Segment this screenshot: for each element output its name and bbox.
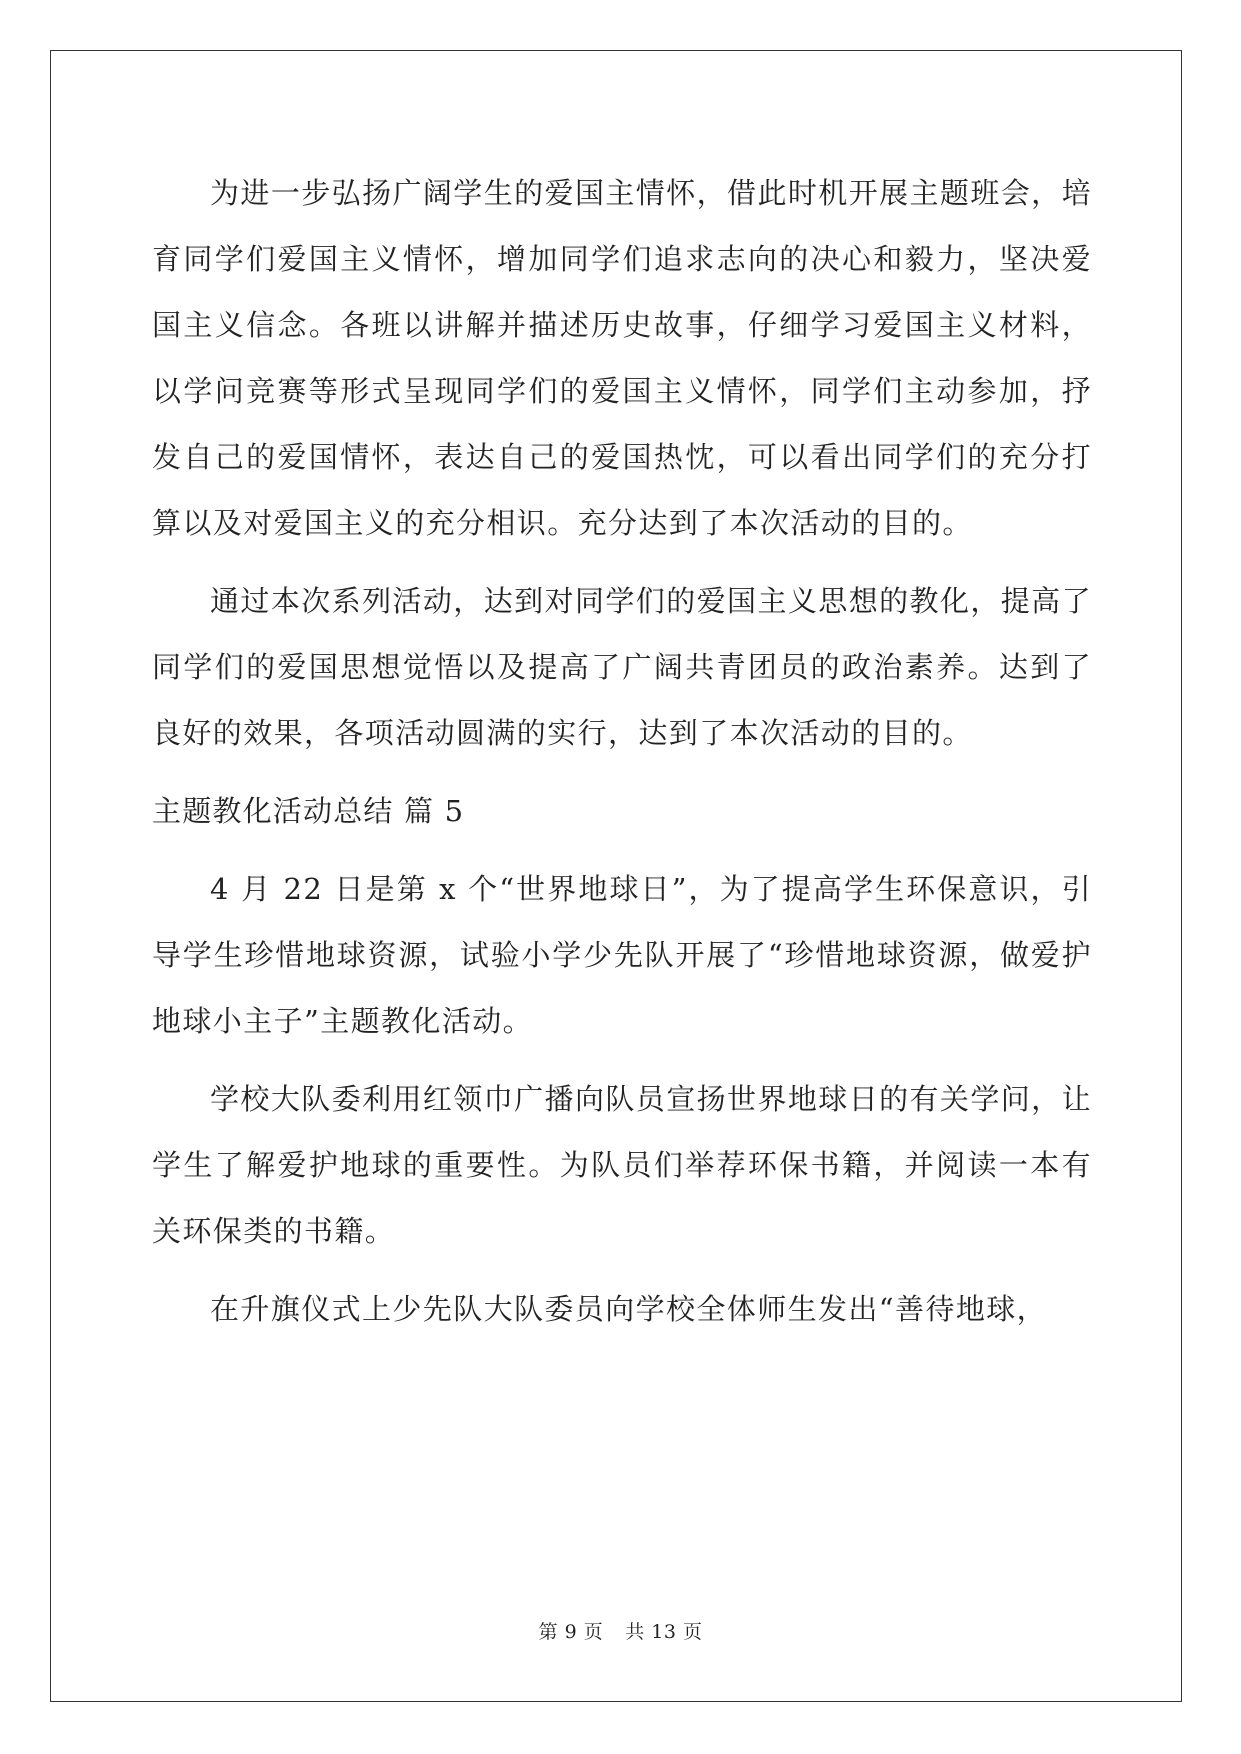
document-body bbox=[152, 160, 1092, 1354]
paragraph-4: 学校大队委利用红领巾广播向队员宣扬世界地球日的有关学问，让学生了解爱护地球的重要性。为队员们举荐环保书籍，并阅读一本有关环保类的书籍。 bbox=[152, 1082, 1092, 1248]
section-heading: 主题教化活动总结 篇 5 bbox=[152, 794, 465, 828]
page-number: 第 9 页 bbox=[538, 1621, 604, 1643]
page-footer bbox=[0, 1617, 1241, 1644]
paragraph-5: 在升旗仪式上少先队大队委员向学校全体师生发出“善待地球， bbox=[210, 1292, 1048, 1326]
paragraph-2: 通过本次系列活动，达到对同学们的爱国主义思想的教化，提高了同学们的爱国思想觉悟以及提高了广阔共青团员的政治素养。达到了良好的效果，各项活动圆满的实行，达到了本次活动的目的。 bbox=[152, 584, 1092, 750]
paragraph-3: 4 月 22 日是第 x 个“世界地球日”，为了提高学生环保意识，引导学生珍惜地球资源，试验小学少先队开展了“珍惜地球资源，做爱护地球小主子”主题教化活动。 bbox=[152, 872, 1092, 1038]
paragraph-1: 为进一步弘扬广阔学生的爱国主情怀，借此时机开展主题班会，培育同学们爱国主义情怀，增加同学们追求志向的决心和毅力，坚决爱国主义信念。各班以讲解并描述历史故事，仔细学习爱国主义材料，以学问竞赛等形式呈现同学们的爱国主义情怀，同学们主动参加，抒发自己的爱国情怀，表达自己的爱国热忱，可以看出同学们的充分打算以及对爱国主义的充分相识。充分达到了本次活动的目的。 bbox=[152, 176, 1092, 540]
page-total: 共 13 页 bbox=[625, 1621, 703, 1643]
